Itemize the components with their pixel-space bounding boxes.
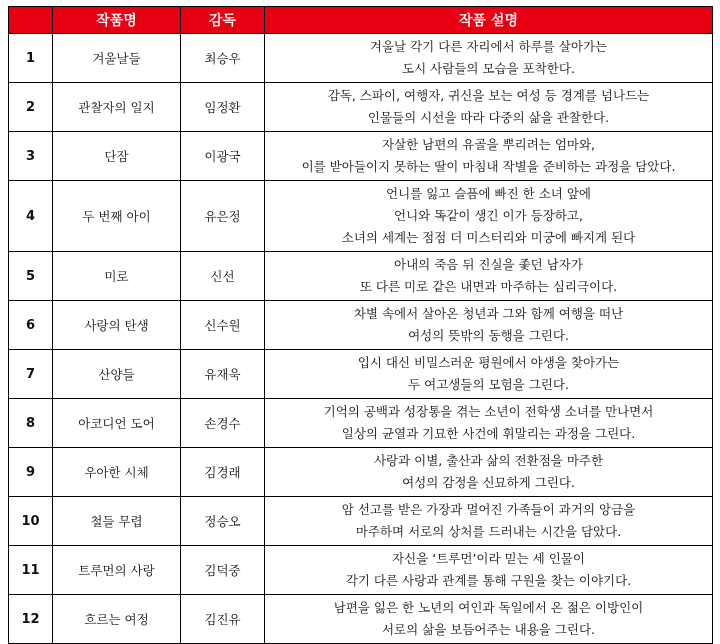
film-director: 신수원: [181, 301, 265, 350]
film-director: 신선: [181, 252, 265, 301]
film-description: [265, 546, 713, 595]
table-row: [9, 301, 713, 350]
film-title: 두 번째 아이: [53, 181, 181, 252]
description-line: 입시 대신 비밀스러운 평원에서 야생을 찾아가는: [357, 355, 620, 370]
description-line: 소녀의 세계는 점점 더 미스터리와 미궁에 빠지게 된다: [341, 230, 636, 245]
row-number: 6: [9, 301, 53, 350]
film-description: [265, 132, 713, 181]
row-number: 8: [9, 399, 53, 448]
header-description: 작품 설명: [265, 7, 713, 34]
description-line: 언니와 똑같이 생긴 이가 등장하고,: [394, 208, 583, 223]
table-row: [9, 595, 713, 644]
table-body: [9, 34, 713, 644]
table-row: [9, 252, 713, 301]
description-line: 도시 사람들의 모습을 포착한다.: [402, 61, 575, 76]
description-line: 여성의 뜻밖의 동행을 그린다.: [408, 328, 569, 343]
table-row: [9, 399, 713, 448]
film-table-container: [8, 6, 712, 644]
row-number: 3: [9, 132, 53, 181]
row-number: 7: [9, 350, 53, 399]
film-director: 임정환: [181, 83, 265, 132]
film-description: [265, 595, 713, 644]
description-line: 기억의 공백과 성장통을 겪는 소년이 전학생 소녀를 만나면서: [323, 404, 654, 419]
row-number: 11: [9, 546, 53, 595]
film-description: [265, 181, 713, 252]
description-line: 겨울날 각기 다른 자리에서 하루를 살아가는: [369, 39, 608, 54]
film-table: [8, 6, 713, 644]
description-line: 암 선고를 받은 가장과 멀어진 가족들이 과거의 앙금을: [341, 502, 636, 517]
film-title: 산양들: [53, 350, 181, 399]
film-director: 최승우: [181, 34, 265, 83]
film-title: 아코디언 도어: [53, 399, 181, 448]
table-row: [9, 350, 713, 399]
description-line: 사랑과 이별, 출산과 삶의 전환점을 마주한: [373, 453, 604, 468]
table-row: [9, 497, 713, 546]
row-number: 12: [9, 595, 53, 644]
table-row: [9, 181, 713, 252]
film-director: 유은정: [181, 181, 265, 252]
film-title: 철들 무렵: [53, 497, 181, 546]
row-number: 10: [9, 497, 53, 546]
film-director: 유재욱: [181, 350, 265, 399]
description-line: 각기 다른 사랑과 관계를 통해 구원을 찾는 이야기다.: [345, 573, 632, 588]
film-director: 이광국: [181, 132, 265, 181]
header-title: 작품명: [53, 7, 181, 34]
film-title: 단잠: [53, 132, 181, 181]
description-line: 일상의 균열과 기묘한 사건에 휘말리는 과정을 그린다.: [341, 426, 636, 441]
description-line: 서로의 삶을 보듬어주는 내용을 그린다.: [381, 622, 596, 637]
film-director: 정승오: [181, 497, 265, 546]
film-title: 트루먼의 사랑: [53, 546, 181, 595]
row-number: 2: [9, 83, 53, 132]
row-number: 5: [9, 252, 53, 301]
film-title: 미로: [53, 252, 181, 301]
film-director: 김진유: [181, 595, 265, 644]
film-title: 관찰자의 일지: [53, 83, 181, 132]
description-line: 여성의 감정을 신묘하게 그린다.: [402, 475, 575, 490]
description-line: 이를 받아들이지 못하는 딸이 마침내 작별을 준비하는 과정을 담았다.: [301, 159, 676, 174]
row-number: 9: [9, 448, 53, 497]
header-number: [9, 7, 53, 34]
row-number: 4: [9, 181, 53, 252]
film-description: [265, 350, 713, 399]
table-row: [9, 448, 713, 497]
table-row: [9, 34, 713, 83]
header-director: 감독: [181, 7, 265, 34]
film-director: 김덕중: [181, 546, 265, 595]
row-number: 1: [9, 34, 53, 83]
description-line: 남편을 잃은 한 노년의 여인과 독일에서 온 젊은 이방인이: [333, 600, 644, 615]
film-title: 흐르는 여정: [53, 595, 181, 644]
film-director: 손경수: [181, 399, 265, 448]
film-title: 겨울날들: [53, 34, 181, 83]
table-row: [9, 132, 713, 181]
film-description: [265, 34, 713, 83]
description-line: 두 여고생들의 모험을 그린다.: [408, 377, 569, 392]
description-line: 아내의 죽음 뒤 진실을 좇던 남자가: [394, 257, 583, 272]
film-title: 우아한 시체: [53, 448, 181, 497]
description-line: 인물들의 시선을 따라 다중의 삶을 관찰한다.: [367, 110, 610, 125]
description-line: 언니를 잃고 슬픔에 빠진 한 소녀 앞에: [386, 186, 591, 201]
description-line: 또 다른 미로 같은 내면과 마주하는 심리극이다.: [359, 279, 618, 294]
description-line: 자신을 ‘트루먼’이라 믿는 세 인물이: [392, 551, 585, 566]
table-row: [9, 546, 713, 595]
film-description: [265, 497, 713, 546]
table-header-row: [9, 7, 713, 34]
film-title: 사랑의 탄생: [53, 301, 181, 350]
film-description: [265, 83, 713, 132]
film-description: [265, 252, 713, 301]
description-line: 감독, 스파이, 여행자, 귀신을 보는 여성 등 경계를 넘나드는: [327, 88, 650, 103]
film-director: 김경래: [181, 448, 265, 497]
description-line: 차별 속에서 살아온 청년과 그와 함께 여행을 떠난: [353, 306, 624, 321]
film-description: [265, 301, 713, 350]
film-description: [265, 448, 713, 497]
table-row: [9, 83, 713, 132]
description-line: 마주하며 서로의 상처를 드러내는 시간을 담았다.: [355, 524, 622, 539]
description-line: 자살한 남편의 유골을 뿌리려는 엄마와,: [381, 137, 596, 152]
film-description: [265, 399, 713, 448]
